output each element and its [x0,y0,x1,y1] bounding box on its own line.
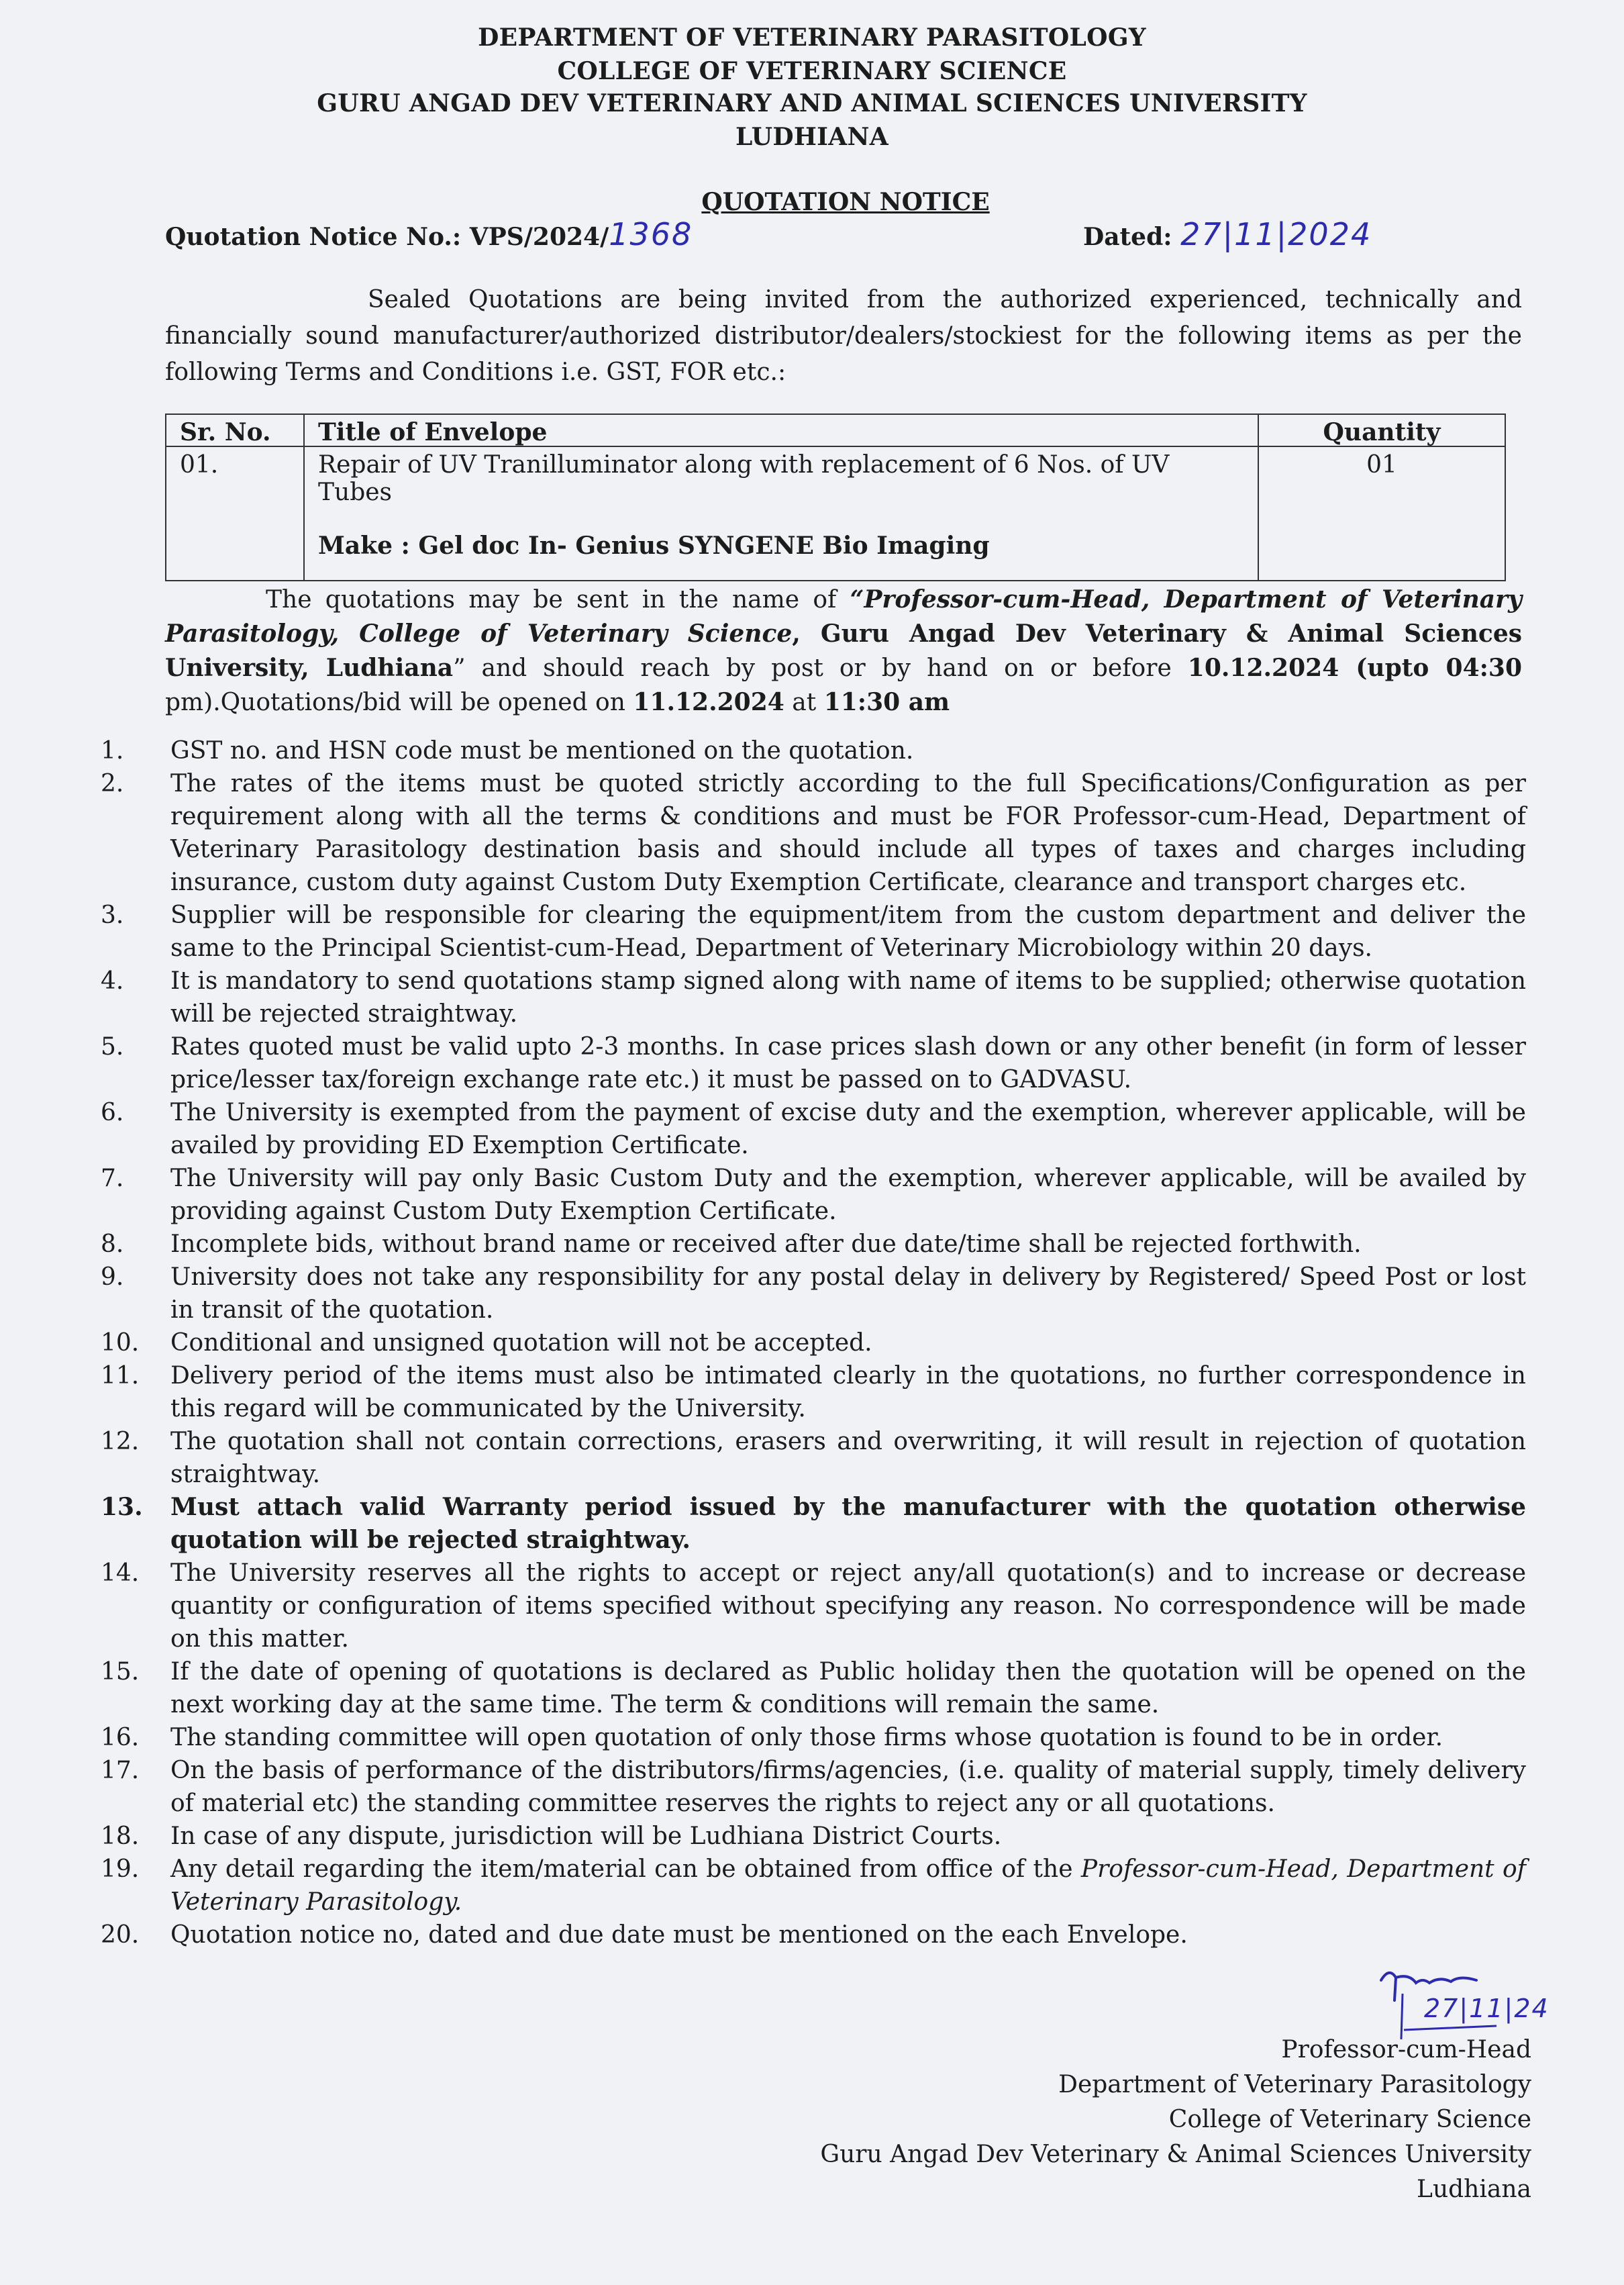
list-item [101,1162,1526,1228]
term-text: Quotation notice no, dated and due date must be mentioned on the each Envelope. [170,1921,1188,1949]
signatory-university: Guru Angad Dev Veterinary & Animal Sciences University [820,2141,1531,2168]
send-addressee-italic: “Professor-cum-Head, Department of Veterinary Parasitology, College of Veterinary Science [165,585,1522,648]
cell-sr: 01. [166,446,304,581]
term-text: The University is exempted from the payment of excise duty and the exemption, wherever applicable, will be availed by providing ED Exemption Certificate. [170,1099,1526,1159]
term-number: 16. [101,1724,140,1751]
term-text: Delivery period of the items must also be intimated clearly in the quotations, no further correspondence in this regard will be communicated by the University. [170,1362,1526,1422]
send-paragraph [165,583,1522,720]
intro-paragraph: Sealed Quotations are being invited from the authorized experienced, technically and financially sound manufacturer/authorized distributor/dealers/stockiest for the following items as per the following Terms and Conditions i.e. GST, FOR etc.: [165,286,1522,386]
term-number: 13. [101,1493,143,1521]
list-item [101,1096,1526,1162]
signatory-city: Ludhiana [1417,2176,1531,2203]
col-quantity: Quantity [1258,414,1505,446]
term-text: Rates quoted must be valid upto 2-3 months. In case prices slash down or any other benefit (in form of lesser price/lesser tax/foreign exchange rate etc.) it must be passed on to GADVASU. [170,1033,1526,1093]
term-number: 15. [101,1658,140,1686]
cell-quantity: 01 [1258,446,1505,581]
term-text: Must attach valid Warranty period issued by the manufacturer with the quotation otherwise quotation will be rejected straightway. [170,1493,1526,1554]
send-text-1: The quotations may be sent in the name of [266,586,837,614]
term-text: The University reserves all the rights to accept or reject any/all quotation(s) and to increase or decrease quantity or configuration of items specified without specifying any reason. No correspondence will be made on this matter. [170,1559,1526,1653]
term-number: 18. [101,1822,140,1850]
term-number: 12. [101,1428,140,1455]
notice-date-handwritten: 27|11|2024 [1180,216,1372,252]
term-number: 20. [101,1921,140,1949]
term-text: Any detail regarding the item/material can be obtained from office of the [170,1855,1073,1883]
header-college: COLLEGE OF VETERINARY SCIENCE [557,57,1067,85]
send-addressee: , Guru Angad Dev Veterinary & Animal Sciences University, Ludhiana [165,620,1523,682]
handwritten-signature [1376,1960,1550,2043]
list-item [101,734,1526,767]
term-number: 10. [101,1329,140,1357]
col-sr-no: Sr. No. [166,414,304,446]
list-item [101,767,1526,899]
table-header-row [166,414,1505,446]
signatory-department: Department of Veterinary Parasitology [1058,2071,1531,2098]
col-title: Title of Envelope [304,414,1258,446]
list-item [101,1491,1526,1557]
signature-block [820,2033,1531,2207]
notice-number [165,216,693,252]
term-text: Conditional and unsigned quotation will not be accepted. [170,1329,872,1357]
list-item [101,965,1526,1030]
list-item [101,1754,1526,1820]
term-text: University does not take any responsibility for any postal delay in delivery by Registered/ Speed Post or lost in transit of the quotation. [170,1263,1526,1324]
term-number: 17. [101,1757,140,1784]
term-text: Supplier will be responsible for clearing the equipment/item from the custom department and deliver the same to the Principal Scientist-cum-Head, Department of Veterinary Microbiology within 20 days. [170,902,1526,962]
list-item [101,1721,1526,1754]
term-text: The rates of the items must be quoted strictly according to the full Specifications/Configuration as per requirement along with all the terms & conditions and must be FOR Professor-cum-Head, Department of Veterinary Parasitology destination basis and should include all types of taxes and charges including insurance, custom duty against Custom Duty Exemption Certificate, clearance and transport charges etc. [170,770,1526,896]
notice-date-label: Dated: [1083,223,1172,251]
list-item [101,1359,1526,1425]
item-title: Repair of UV Tranilluminator along with replacement of 6 Nos. of UV Tubes [318,451,1170,506]
header-city: LUDHIANA [735,123,889,151]
term-text: GST no. and HSN code must be mentioned on the quotation. [170,737,914,765]
term-number: 6. [101,1099,124,1126]
term-number: 4. [101,967,124,995]
list-item [101,1853,1526,1918]
header-university: GURU ANGAD DEV VETERINARY AND ANIMAL SCIENCES UNIVERSITY [317,89,1307,117]
list-item [101,1557,1526,1655]
table-row [166,446,1505,581]
list-item [101,1030,1526,1096]
term-number: 9. [101,1263,124,1291]
list-item [101,1425,1526,1491]
list-item [101,1820,1526,1853]
notice-title: QUOTATION NOTICE [701,188,990,216]
term-text: If the date of opening of quotations is declared as Public holiday then the quotation will be opened on the next working day at the same time. The term & conditions will remain the same. [170,1658,1526,1718]
term-text: In case of any dispute, jurisdiction will be Ludhiana District Courts. [170,1822,1002,1850]
list-item [101,1655,1526,1721]
notice-number-label: Quotation Notice No.: VPS/2024/ [165,223,609,251]
term-italic-text: Professor-cum-Head, Department of Veterinary Parasitology. [170,1855,1526,1916]
terms-list [101,734,1526,1951]
term-number: 14. [101,1559,140,1587]
term-text: Incomplete bids, without brand name or received after due date/time shall be rejected forthwith. [170,1230,1362,1258]
opening-date: 11.12.2024 [633,688,784,716]
term-text: The standing committee will open quotation of only those firms whose quotation is found to be in order. [170,1724,1443,1751]
term-number: 1. [101,737,124,765]
term-text: On the basis of performance of the distributors/firms/agencies, (i.e. quality of material supply, timely delivery of material etc) the standing committee reserves the rights to reject any or all quotations. [170,1757,1526,1817]
cell-title [304,446,1258,581]
notice-number-handwritten: 1368 [609,216,693,252]
list-item [101,899,1526,965]
term-number: 5. [101,1033,124,1061]
list-item [101,1228,1526,1261]
header-department: DEPARTMENT OF VETERINARY PARASITOLOGY [478,23,1146,52]
opening-time: 11:30 am [823,688,950,716]
term-number: 2. [101,770,124,797]
term-number: 19. [101,1855,140,1883]
send-text-3: pm).Quotations/bid will be opened on [165,689,625,716]
term-text: The quotation shall not contain corrections, erasers and overwriting, it will result in rejection of quotation straightway. [170,1428,1526,1488]
due-date: 10.12.2024 (upto 04:30 [1187,654,1523,682]
send-text-2: ” and should reach by post or by hand on or before [453,654,1172,682]
notice-date [1083,216,1372,252]
term-text: The University will pay only Basic Custom Duty and the exemption, wherever applicable, will be availed by providing against Custom Duty Exemption Certificate. [170,1165,1526,1225]
list-item [101,1918,1526,1951]
signatory-college: College of Veterinary Science [1168,2106,1531,2133]
signature-date: 27|11|24 [1424,1994,1550,2023]
item-make: Make : Gel doc In- Genius SYNGENE Bio Imaging [318,532,990,560]
term-text: It is mandatory to send quotations stamp signed along with name of items to be supplied; otherwise quotation will be rejected straightway. [170,967,1526,1028]
signatory-title: Professor-cum-Head [1281,2036,1531,2063]
term-number: 3. [101,902,124,929]
list-item [101,1326,1526,1359]
send-text-4: at [792,689,817,716]
envelope-table [165,414,1506,581]
term-number: 11. [101,1362,140,1390]
term-number: 8. [101,1230,124,1258]
term-number: 7. [101,1165,124,1192]
list-item [101,1261,1526,1326]
